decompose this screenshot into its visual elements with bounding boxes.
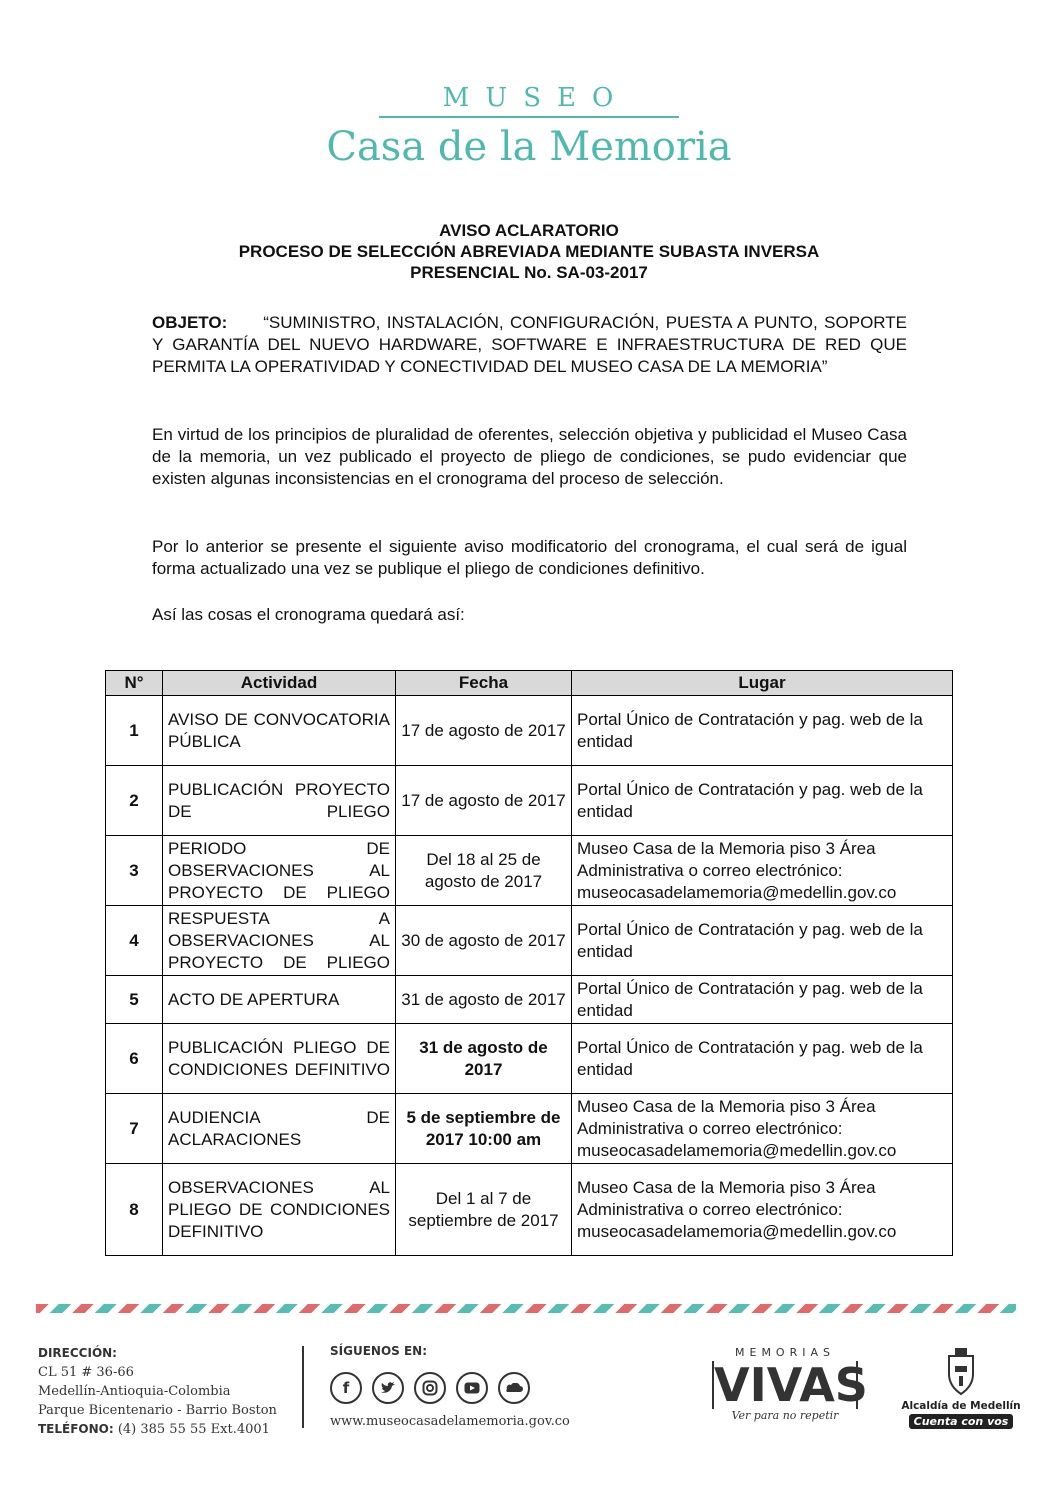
logo-museo-text: MUSEO xyxy=(442,83,630,113)
row-actividad: AVISO DE CONVOCATORIA PÚBLICA xyxy=(163,696,396,766)
social-section xyxy=(330,1344,570,1429)
telefono-label: TELÉFONO: xyxy=(38,1422,114,1436)
row-fecha: 5 de septiembre de 2017 10:00 am xyxy=(396,1094,572,1164)
direccion-label: DIRECCIÓN: xyxy=(38,1346,117,1360)
row-lugar: Portal Único de Contratación y pag. web de la entidad xyxy=(572,906,953,976)
header-lugar: Lugar xyxy=(572,671,953,696)
museum-logo xyxy=(0,82,1058,170)
header-actividad: Actividad xyxy=(163,671,396,696)
alcaldia-logo xyxy=(896,1346,1026,1430)
table-row xyxy=(106,696,953,766)
row-actividad: PERIODO DE OBSERVACIONES AL PROYECTO DE PLIEGO xyxy=(163,836,396,906)
row-number: 1 xyxy=(106,696,163,766)
row-lugar: Portal Único de Contratación y pag. web de la entidad xyxy=(572,696,953,766)
row-lugar: Portal Único de Contratación y pag. web de la entidad xyxy=(572,766,953,836)
table-header-row xyxy=(106,671,953,696)
row-lugar: Portal Único de Contratación y pag. web de la entidad xyxy=(572,1024,953,1094)
logo-name-text: Casa de la Memoria xyxy=(326,124,732,170)
telefono-value: (4) 385 55 55 Ext.4001 xyxy=(117,1422,270,1437)
table-row xyxy=(106,766,953,836)
row-number: 2 xyxy=(106,766,163,836)
address-line-1: CL 51 # 36-66 xyxy=(38,1365,134,1380)
row-lugar: Portal Único de Contratación y pag. web de la entidad xyxy=(572,976,953,1024)
footer-address xyxy=(38,1344,277,1439)
row-number: 4 xyxy=(106,906,163,976)
facebook-icon[interactable]: f xyxy=(330,1372,362,1404)
memorias-label: MEMORIAS xyxy=(735,1346,835,1359)
table-row xyxy=(106,836,953,906)
table-row xyxy=(106,1024,953,1094)
paragraph-2: Por lo anterior se presente el siguiente aviso modificatorio del cronograma, el cual será de igual forma actualizado una vez se publique el pliego de condiciones definitivo. xyxy=(152,537,907,578)
row-actividad: OBSERVACIONES AL PLIEGO DE CONDICIONES DEFINITIVO xyxy=(163,1164,396,1256)
table-row xyxy=(106,906,953,976)
row-fecha: 31 de agosto de 2017 xyxy=(396,1024,572,1094)
footer-divider xyxy=(302,1346,304,1428)
row-lugar: Museo Casa de la Memoria piso 3 Área Administrativa o correo electrónico: museocasadelamemoria@medellin.gov.co xyxy=(572,836,953,906)
row-actividad: AUDIENCIA DE ACLARACIONES xyxy=(163,1094,396,1164)
row-fecha: Del 1 al 7 de septiembre de 2017 xyxy=(396,1164,572,1256)
paragraph-1: En virtud de los principios de pluralidad de oferentes, selección objetiva y publicidad el Museo Casa de la memoria, un vez publicado el proyecto de pliego de condiciones, se pudo evidenciar que existen algunas inconsistencias en el cronograma del proceso de selección. xyxy=(152,425,907,488)
row-lugar: Museo Casa de la Memoria piso 3 Área Administrativa o correo electrónico: museocasadelamemoria@medellin.gov.co xyxy=(572,1094,953,1164)
coat-of-arms-icon xyxy=(941,1346,981,1396)
heading-line-2: PROCESO DE SELECCIÓN ABREVIADA MEDIANTE SUBASTA INVERSA xyxy=(238,242,820,261)
row-lugar: Museo Casa de la Memoria piso 3 Área Administrativa o correo electrónico: museocasadelamemoria@medellin.gov.co xyxy=(572,1164,953,1256)
social-icons xyxy=(330,1372,570,1404)
row-number: 8 xyxy=(106,1164,163,1256)
row-fecha: 17 de agosto de 2017 xyxy=(396,696,572,766)
website-link[interactable]: www.museocasadelamemoria.gov.co xyxy=(330,1414,570,1429)
row-number: 6 xyxy=(106,1024,163,1094)
row-number: 5 xyxy=(106,976,163,1024)
document-heading xyxy=(0,220,1058,283)
heading-line-3: PRESENCIAL No. SA-03-2017 xyxy=(410,263,648,282)
objeto-text: “SUMINISTRO, INSTALACIÓN, CONFIGURACIÓN, PUESTA A PUNTO, SOPORTE Y GARANTÍA DEL NUEVO HARDWARE, SOFTWARE E INFRAESTRUCTURA DE RED QUE PERMITA LA OPERATIVIDAD Y CONECTIVIDAD DEL MUSEO CASA DE LA MEMORIA” xyxy=(152,313,907,376)
footer-stripe-divider xyxy=(36,1304,1016,1313)
row-fecha: Del 18 al 25 de agosto de 2017 xyxy=(396,836,572,906)
table-row xyxy=(106,1164,953,1256)
row-number: 3 xyxy=(106,836,163,906)
twitter-icon[interactable] xyxy=(372,1372,404,1404)
row-fecha: 30 de agosto de 2017 xyxy=(396,906,572,976)
row-actividad: PUBLICACIÓN PROYECTO DE PLIEGO xyxy=(163,766,396,836)
objeto-label: OBJETO: xyxy=(152,313,228,332)
schedule-table xyxy=(105,670,953,1256)
soundcloud-icon[interactable] xyxy=(498,1372,530,1404)
row-number: 7 xyxy=(106,1094,163,1164)
alcaldia-slogan: Cuenta con vos xyxy=(909,1414,1014,1429)
row-actividad: ACTO DE APERTURA xyxy=(163,976,396,1024)
memorias-tagline: Ver para no repetir xyxy=(731,1409,839,1422)
row-actividad: RESPUESTA A OBSERVACIONES AL PROYECTO DE PLIEGO xyxy=(163,906,396,976)
address-line-3: Parque Bicentenario - Barrio Boston xyxy=(38,1403,277,1418)
siguenos-label: SÍGUENOS EN: xyxy=(330,1344,428,1358)
address-line-2: Medellín-Antioquia-Colombia xyxy=(38,1384,231,1399)
header-number: N° xyxy=(106,671,163,696)
objeto-paragraph xyxy=(152,312,907,378)
youtube-icon[interactable] xyxy=(456,1372,488,1404)
row-fecha: 31 de agosto de 2017 xyxy=(396,976,572,1024)
table-row xyxy=(106,976,953,1024)
memorias-vivas-logo xyxy=(712,1346,868,1422)
row-actividad: PUBLICACIÓN PLIEGO DE CONDICIONES DEFINITIVO xyxy=(163,1024,396,1094)
alcaldia-name: Alcaldía de Medellín xyxy=(901,1400,1021,1412)
header-fecha: Fecha xyxy=(396,671,572,696)
row-fecha: 17 de agosto de 2017 xyxy=(396,766,572,836)
instagram-icon[interactable] xyxy=(414,1372,446,1404)
logo-divider xyxy=(379,116,679,118)
vivas-label: VIVAS xyxy=(714,1358,868,1412)
table-row xyxy=(106,1094,953,1164)
paragraph-3: Así las cosas el cronograma quedará así: xyxy=(152,605,465,624)
heading-line-1: AVISO ACLARATORIO xyxy=(439,221,619,240)
